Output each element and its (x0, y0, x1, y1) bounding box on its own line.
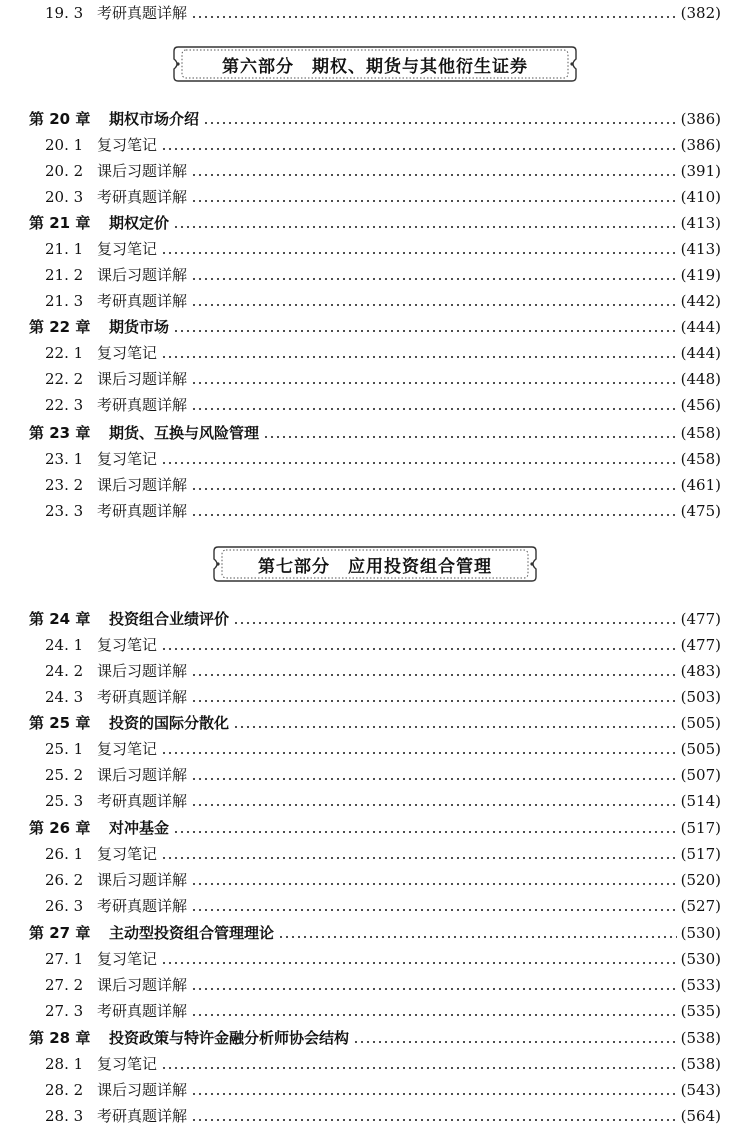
toc-section-row[interactable] (29, 236, 721, 262)
toc-entry-number: 25. 3 (45, 792, 84, 810)
toc-entry-title: 考研真题详解 (97, 502, 188, 520)
toc-entry-number: 26. 1 (45, 845, 84, 863)
dot-leader (161, 148, 677, 150)
toc-page-number: (538) (680, 1055, 721, 1073)
dot-leader (161, 648, 677, 650)
toc-section-row[interactable] (29, 366, 721, 392)
dot-leader (191, 174, 677, 176)
toc-page-number: (386) (680, 136, 721, 154)
toc-entry-title: 投资的国际分散化 (109, 714, 230, 732)
toc-chapter-row[interactable] (29, 210, 721, 236)
dot-leader (191, 1014, 677, 1016)
dot-leader (191, 988, 677, 990)
toc-entry-title: 课后习题详解 (97, 871, 188, 889)
toc-chapter-row[interactable] (29, 920, 721, 946)
toc-entry-title: 复习笔记 (97, 740, 158, 758)
toc-entry-title: 课后习题详解 (97, 476, 188, 494)
toc-entry-number: 21. 1 (45, 240, 84, 258)
toc-entry-number: 20. 2 (45, 162, 84, 180)
toc-page-number: (535) (680, 1002, 721, 1020)
toc-entry-title: 复习笔记 (97, 240, 158, 258)
toc-entry-title: 考研真题详解 (97, 292, 188, 310)
toc-entry-title: 课后习题详解 (97, 1081, 188, 1099)
toc-entry-title: 考研真题详解 (97, 396, 188, 414)
dot-leader (161, 752, 677, 754)
toc-section-row[interactable] (29, 262, 721, 288)
toc-page-number: (458) (680, 450, 721, 468)
toc-entry-number: 第 28 章 (29, 1029, 91, 1047)
toc-entry-title: 期权市场介绍 (109, 110, 200, 128)
dot-leader (191, 804, 677, 806)
toc-entry-number: 26. 2 (45, 871, 84, 889)
toc-section-row[interactable] (29, 132, 721, 158)
toc-page-number: (386) (680, 110, 721, 128)
toc-page-number: (517) (680, 845, 721, 863)
toc-page-number: (413) (680, 214, 721, 232)
toc-page-number: (530) (680, 950, 721, 968)
toc-entry-title: 考研真题详解 (97, 792, 188, 810)
toc-section-row[interactable] (29, 392, 721, 418)
toc-section-row[interactable] (29, 998, 721, 1024)
dot-leader (161, 252, 677, 254)
toc-entry-number: 27. 1 (45, 950, 84, 968)
toc-section-row[interactable] (29, 184, 721, 210)
toc-chapter-row[interactable] (29, 1025, 721, 1051)
toc-section-row[interactable] (29, 288, 721, 314)
toc-entry-number: 第 22 章 (29, 318, 91, 336)
toc-section-row[interactable] (29, 946, 721, 972)
toc-chapter-row[interactable] (29, 710, 721, 736)
toc-section-row[interactable] (29, 0, 721, 26)
dot-leader (191, 304, 677, 306)
toc-entry-title: 主动型投资组合管理理论 (109, 924, 275, 942)
toc-entry-title: 投资政策与特许金融分析师协会结构 (109, 1029, 350, 1047)
toc-entry-number: 27. 2 (45, 976, 84, 994)
toc-entry-title: 考研真题详解 (97, 688, 188, 706)
toc-page-number: (477) (680, 636, 721, 654)
toc-page-number: (505) (680, 714, 721, 732)
dot-leader (191, 700, 677, 702)
dot-leader (161, 857, 677, 859)
toc-section-row[interactable] (29, 972, 721, 998)
dot-leader (191, 278, 677, 280)
toc-entry-number: 第 27 章 (29, 924, 91, 942)
toc-page-number: (543) (680, 1081, 721, 1099)
dot-leader (173, 330, 677, 332)
toc-page-number: (410) (680, 188, 721, 206)
toc-page-number: (444) (680, 318, 721, 336)
toc-section-row[interactable] (29, 841, 721, 867)
dot-leader (191, 488, 677, 490)
dot-leader (191, 514, 677, 516)
toc-entry-title: 期权定价 (109, 214, 170, 232)
toc-entry-title: 对冲基金 (109, 819, 170, 837)
dot-leader (161, 462, 677, 464)
toc-section-row[interactable] (29, 658, 721, 684)
toc-page-number: (503) (680, 688, 721, 706)
toc-entry-title: 课后习题详解 (97, 266, 188, 284)
dot-leader (191, 16, 677, 18)
dot-leader (191, 200, 677, 202)
toc-chapter-row[interactable] (29, 106, 721, 132)
dot-leader (263, 436, 677, 438)
toc-entry-number: 22. 1 (45, 344, 84, 362)
toc-entry-number: 25. 1 (45, 740, 84, 758)
dot-leader (191, 674, 677, 676)
toc-entry-title: 复习笔记 (97, 136, 158, 154)
dot-leader (191, 382, 677, 384)
toc-page-number: (530) (680, 924, 721, 942)
dot-leader (233, 622, 677, 624)
toc-entry-title: 考研真题详解 (97, 897, 188, 915)
dot-leader (173, 831, 677, 833)
toc-chapter-row[interactable] (29, 606, 721, 632)
toc-entry-number: 28. 3 (45, 1107, 84, 1125)
toc-entry-title: 课后习题详解 (97, 662, 188, 680)
toc-entry-title: 复习笔记 (97, 344, 158, 362)
toc-page-number: (391) (680, 162, 721, 180)
dot-leader (191, 883, 677, 885)
dot-leader (191, 408, 677, 410)
toc-page-number: (442) (680, 292, 721, 310)
toc-section-row[interactable] (29, 1103, 721, 1129)
section-title: 第六部分 期权、期货与其他衍生证券 (222, 56, 528, 77)
toc-section-row[interactable] (29, 867, 721, 893)
dot-leader (278, 936, 677, 938)
toc-entry-number: 24. 2 (45, 662, 84, 680)
toc-chapter-row[interactable] (29, 314, 721, 340)
toc-entry-title: 考研真题详解 (97, 1002, 188, 1020)
toc-page-number: (527) (680, 897, 721, 915)
toc-page-number: (538) (680, 1029, 721, 1047)
toc-entry-title: 考研真题详解 (97, 1107, 188, 1125)
dot-leader (161, 356, 677, 358)
toc-section-row[interactable] (29, 684, 721, 710)
toc-section-row[interactable] (29, 1051, 721, 1077)
toc-page-number: (419) (680, 266, 721, 284)
toc-section-row[interactable] (29, 1077, 721, 1103)
toc-entry-number: 第 20 章 (29, 110, 91, 128)
dot-leader (191, 1119, 677, 1121)
toc-page-number: (517) (680, 819, 721, 837)
toc-section-row[interactable] (29, 472, 721, 498)
toc-entry-number: 第 26 章 (29, 819, 91, 837)
toc-page-number: (514) (680, 792, 721, 810)
toc-section-row[interactable] (29, 632, 721, 658)
toc-entry-title: 期货市场 (109, 318, 170, 336)
toc-chapter-row[interactable] (29, 815, 721, 841)
dot-leader (191, 1093, 677, 1095)
toc-entry-title: 复习笔记 (97, 450, 158, 468)
toc-entry-number: 第 21 章 (29, 214, 91, 232)
toc-page-number: (505) (680, 740, 721, 758)
toc-chapter-row[interactable] (29, 420, 721, 446)
dot-leader (161, 1067, 677, 1069)
toc-page-number: (458) (680, 424, 721, 442)
dot-leader (233, 726, 677, 728)
toc-entry-number: 24. 3 (45, 688, 84, 706)
toc-page-number: (533) (680, 976, 721, 994)
toc-page-number: (477) (680, 610, 721, 628)
section-banner (172, 45, 578, 83)
toc-entry-title: 考研真题详解 (97, 4, 188, 22)
section-banner (212, 545, 538, 583)
toc-entry-number: 21. 2 (45, 266, 84, 284)
toc-entry-title: 课后习题详解 (97, 766, 188, 784)
toc-section-row[interactable] (29, 158, 721, 184)
toc-section-row[interactable] (29, 762, 721, 788)
toc-entry-number: 28. 1 (45, 1055, 84, 1073)
toc-entry-title: 考研真题详解 (97, 188, 188, 206)
toc-page-number: (461) (680, 476, 721, 494)
toc-entry-number: 28. 2 (45, 1081, 84, 1099)
toc-entry-number: 23. 1 (45, 450, 84, 468)
toc-page-number: (507) (680, 766, 721, 784)
dot-leader (203, 122, 677, 124)
toc-entry-number: 19. 3 (45, 4, 84, 22)
dot-leader (191, 909, 677, 911)
toc-entry-title: 投资组合业绩评价 (109, 610, 230, 628)
dot-leader (173, 226, 677, 228)
toc-section-row[interactable] (29, 340, 721, 366)
toc-page-number: (413) (680, 240, 721, 258)
toc-section-row[interactable] (29, 498, 721, 524)
dot-leader (161, 962, 677, 964)
dot-leader (191, 778, 677, 780)
toc-entry-number: 21. 3 (45, 292, 84, 310)
toc-entry-number: 20. 3 (45, 188, 84, 206)
toc-entry-number: 27. 3 (45, 1002, 84, 1020)
toc-entry-number: 22. 3 (45, 396, 84, 414)
toc-entry-title: 课后习题详解 (97, 162, 188, 180)
toc-entry-number: 第 23 章 (29, 424, 91, 442)
toc-entry-title: 课后习题详解 (97, 976, 188, 994)
toc-entry-title: 课后习题详解 (97, 370, 188, 388)
toc-page-number: (444) (680, 344, 721, 362)
toc-page-number: (448) (680, 370, 721, 388)
toc-entry-title: 复习笔记 (97, 950, 158, 968)
toc-entry-title: 复习笔记 (97, 636, 158, 654)
toc-page-number: (456) (680, 396, 721, 414)
toc-page-number: (564) (680, 1107, 721, 1125)
toc-entry-number: 20. 1 (45, 136, 84, 154)
toc-entry-title: 复习笔记 (97, 845, 158, 863)
section-title: 第七部分 应用投资组合管理 (258, 556, 492, 577)
toc-entry-number: 第 24 章 (29, 610, 91, 628)
toc-section-row[interactable] (29, 736, 721, 762)
toc-page-number: (475) (680, 502, 721, 520)
toc-entry-number: 23. 2 (45, 476, 84, 494)
dot-leader (353, 1041, 677, 1043)
toc-entry-title: 复习笔记 (97, 1055, 158, 1073)
toc-entry-number: 25. 2 (45, 766, 84, 784)
toc-entry-number: 26. 3 (45, 897, 84, 915)
toc-page-number: (382) (680, 4, 721, 22)
toc-entry-number: 24. 1 (45, 636, 84, 654)
toc-entry-number: 第 25 章 (29, 714, 91, 732)
toc-page-number: (483) (680, 662, 721, 680)
toc-entry-title: 期货、互换与风险管理 (109, 424, 260, 442)
toc-section-row[interactable] (29, 893, 721, 919)
toc-section-row[interactable] (29, 788, 721, 814)
toc-entry-number: 22. 2 (45, 370, 84, 388)
toc-entry-number: 23. 3 (45, 502, 84, 520)
toc-section-row[interactable] (29, 446, 721, 472)
toc-page-number: (520) (680, 871, 721, 889)
